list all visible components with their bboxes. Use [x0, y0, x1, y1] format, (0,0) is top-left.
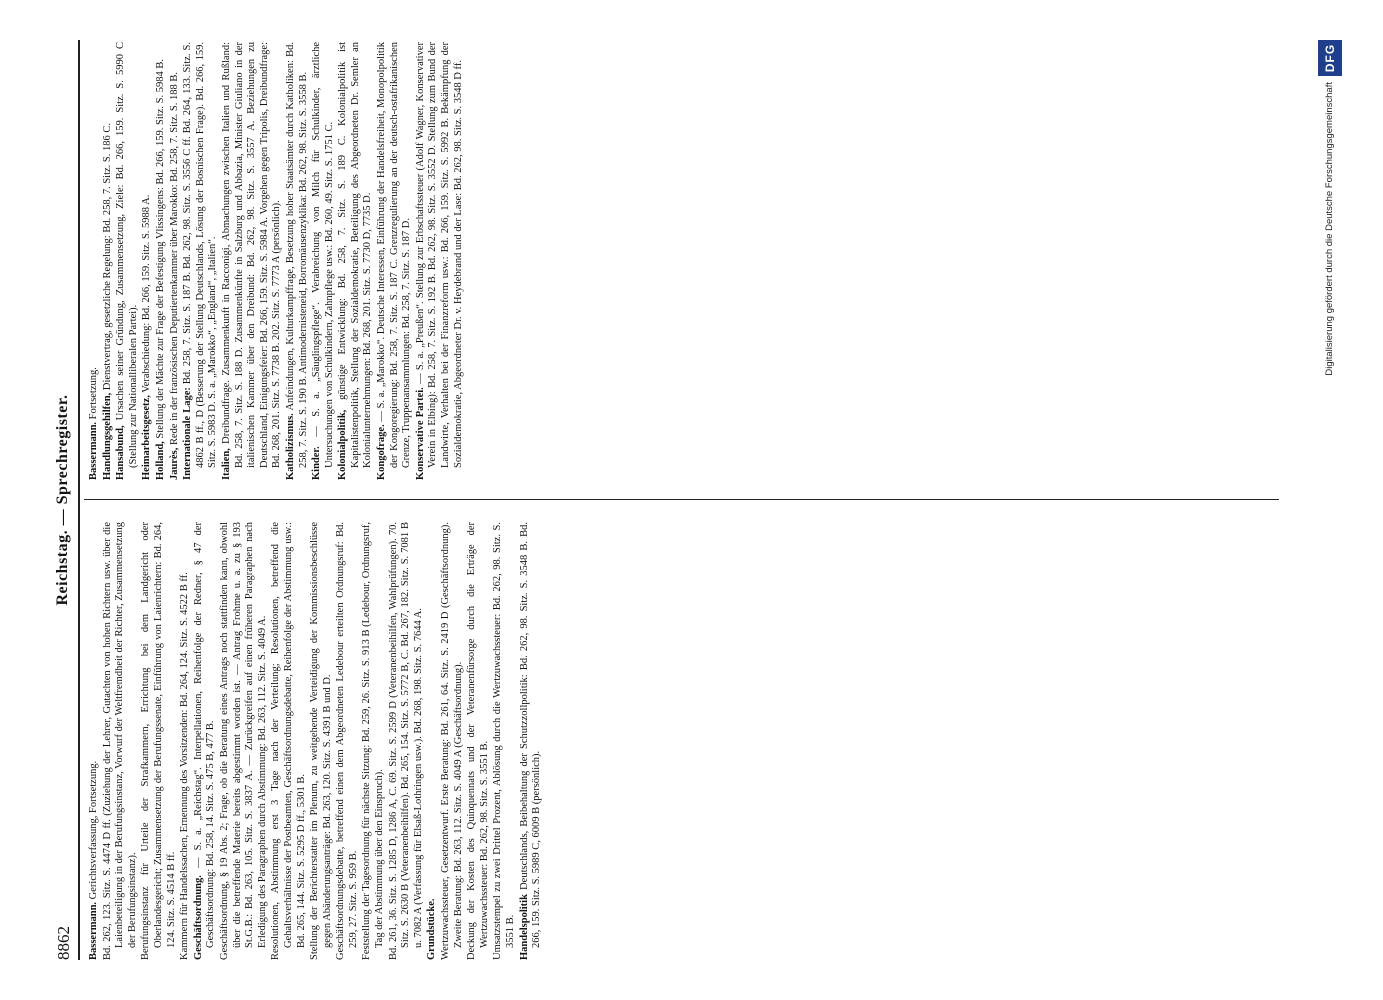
entry-heading: Kolonialpolitik, — [337, 409, 349, 480]
entry-text: Feststellung der Tagesordnung für nächste Sitzung: Bd. 259, 26. Sitz. S. 913 B (Ledebour, Ordnungsruf, Tag der Abstimmung über den Einspruch). — [361, 522, 386, 960]
dfg-logo: DFG — [1318, 40, 1342, 76]
header-rule — [78, 40, 80, 960]
entry-heading: Jaurès, — [168, 447, 180, 480]
entry-text: Geschäftsordnungsdebatte, betreffend einen dem Abgeordneten Ledebour erteilten Ordnungsruf: Bd. 259, 27. Sitz. S. 959 B. — [335, 522, 359, 960]
right-column — [88, 42, 466, 480]
entry-text: Rede in der französischen Deputiertenkammer über Marokko: Bd. 258, 7. Sitz. S. 188 B. — [168, 72, 180, 445]
entry-text: Dreibundfrage. Zusammenkunft in Racconigi, Abmachungen zwischen Italien und Rußland: Bd. 258, 7. Sitz. S. 188 D. Zusammenkünfte in Salzburg und Abbazia, Minister Giuliano in der italienischen Kammer über den Dreibund: Bd. 262, 98. Sitz. S. 3557 A. Beziehungen zu Deutschland, Einigungsfeier: Bd. 266, 159. Sitz. S. 5984 A. Vorgehen gegen Tripolis, Dreibundfrage: Bd. 268, 201. Sitz. S. 7738 B. 202. Sitz. S. 7773 A (persönlich). — [220, 42, 283, 468]
entry-text: Deutschlands, Beibehaltung der Schutzzollpolitik: Bd. 262, 98. Sitz. S. 3548 B. Bd. 266, 159. Sitz. S. 5989 C, 6009 B (persönlich). — [518, 522, 543, 948]
register-entry — [88, 42, 101, 480]
entry-text: Geschäftsordnung, § 19 Abs. 2; Frage, ob die Beratung eines Antrags noch stattfinden kann, obwohl über die betreffende Materie bereits abgestimmt worden ist. — Antrag Frohme u. a. zu § 193 St.G.B.: Bd. 263, 105. Sitz. S. 3837 A. — Zurückgreifen auf einen früheren Paragraphen nach Erledigung des Paragraphen durch Abstimmung: Bd. 263, 112. Sitz. S. 4049 A. — [218, 522, 268, 960]
entry-heading: Internationale Lage: — [182, 387, 194, 480]
entry-text: — S. a. „Säuglingspflege“. Verabreichung von Milch für Schulkinder, ärztliche Untersuchungen von Schulkindern, Zahnpflege usw.: Bd. 260, 49. Sitz. S. 1751 C. — [311, 41, 335, 468]
entry-text: Deckung der Kosten des Quinquennats und der Veteranenfürsorge durch die Erträge der Wertzuwachssteuer: Bd. 262, 98. Sitz. S. 3551 B. — [466, 522, 490, 960]
register-entry — [115, 42, 140, 480]
entry-heading: Geschäftsordnung. — [192, 875, 204, 960]
register-entry — [376, 42, 414, 480]
entry-heading: Handlungsgehilfen, — [101, 392, 113, 480]
running-head: Reichstag. — Sprechregister. — [54, 394, 71, 606]
entry-heading: Italien, — [220, 448, 232, 480]
register-entry — [415, 42, 465, 480]
entry-text: Umsatzstempel zu zwei Drittel Prozent, Ablösung durch die Wertzuwachssteuer: Bd. 262, 98. Sitz. S. 3551 B. — [492, 522, 516, 960]
register-entry — [270, 522, 308, 960]
entry-text: Anfeindungen, Kulturkampffrage, Besetzung hoher Staatsämter durch Katholiken: Bd. 258, 7. Sitz. S. 190 B. Antimodernisteneid, Borromäusenzyklika: Bd. 262, 98. Sitz. S. 3558 B. — [284, 42, 309, 468]
register-entry — [440, 522, 465, 960]
column-divider — [84, 499, 1279, 500]
register-entry — [337, 42, 375, 480]
register-entry — [309, 522, 334, 960]
register-entry — [88, 522, 101, 960]
entry-text: — S. a. „Marokko“. Deutsche Interessen, Einführung der Handelsfreiheit, Monopolpolitik der Kongoregierung: Bd. 258, 7. Sitz. S. 187 C. Grenzregulierung an der deutsch-ostafrikanischen Grenze, Truppenansammlungen: Bd. 258, 7. Sitz. S. 187 D. — [376, 42, 413, 468]
register-entry — [492, 522, 517, 960]
entry-text: — S. a. „Preußen“. Stellung zur Erbschaftssteuer (Adolf Wagner, Konservativer Verein in Elbing): Bd. 258, 7. Sitz. S. 192 B. Bd. 262, 98. Sitz. S. 3552 D. Stellung zum Bund der Landwirte, Verhalten bei der Finanzreform usw.: Bd. 266, 159. Sitz. S. 5992 B. Bekämpfung der Sozialdemokratie, Abgeordneter Dr. v. Heydebrand und der Lase: Bd. 262, 98. Sitz. S. 3548 D ff. — [414, 41, 464, 468]
register-entry — [179, 522, 192, 960]
entry-heading: Heimarbeitsgesetz, — [141, 395, 153, 480]
entry-heading: Bassermann. — [88, 421, 99, 480]
register-entry — [361, 522, 386, 960]
entry-heading: Bassermann. — [88, 901, 99, 960]
entry-heading: Grundstücke. — [426, 898, 438, 960]
entry-text: Berufungsinstanz für Urteile der Strafkammern, Errichtung bei dem Landgericht oder Oberlandesgericht; Zusammensetzung der Berufungssenate, Einführung von Laienrichtern: Bd. 264, 124. Sitz. S. 4514 B ff. — [140, 522, 177, 960]
entry-heading: Holland, — [154, 441, 166, 480]
entry-text: Bd. 262, 123. Sitz. S. 4474 D ff. (Zuziehung der Lehrer, Gutachten von hohen Richtern usw. über die Laienbeteiligung in der Berufungsinstanz, Vorwurf der Weltfremdheit der Richter, Zusammensetzung der Berufungsinstanz). — [101, 522, 138, 960]
entry-heading: Handelspolitik — [518, 894, 530, 960]
register-entry — [140, 522, 178, 960]
register-entry — [285, 42, 310, 480]
register-entry — [102, 42, 115, 480]
register-entry — [155, 42, 168, 480]
entry-text: Gerichtsverfassung, Fortsetzung. — [88, 760, 99, 900]
register-entry — [388, 522, 426, 960]
entry-heading: Katholizismus. — [284, 413, 296, 480]
register-entry — [182, 42, 220, 480]
entry-text: Fortsetzung. — [88, 367, 99, 420]
left-column — [88, 522, 545, 960]
entry-heading: Kongofrage. — [376, 424, 388, 480]
entry-text: Wertzuwachssteuer, Gesetzentwurf. Erste Beratung: Bd. 261, 64. Sitz. S. 2419 D (Geschäftsordnung). Zweite Beratung: Bd. 263, 112. Sitz. S. 4049 A (Geschäftsordnung). — [440, 522, 464, 960]
register-entry — [102, 522, 140, 960]
register-entry — [466, 522, 491, 960]
register-entry — [219, 522, 269, 960]
entry-text: Dienstvertrag, gesetzliche Regelung: Bd. 258, 7. Sitz. S. 186 C. — [101, 123, 113, 391]
page-header — [48, 40, 88, 960]
entry-text: Kammern für Handelssachen, Ernennung des Vorsitzenden: Bd. 264, 124. Sitz. S. 4522 B ff. — [179, 572, 191, 960]
entry-text: Verabschiedung: Bd. 266, 159. Sitz. S. 5988 A. — [141, 194, 153, 393]
entry-heading: Konservative Partei. — [414, 387, 426, 480]
page-number: 8862 — [54, 926, 73, 960]
register-entry — [426, 522, 439, 960]
register-entry — [335, 522, 360, 960]
register-entry — [221, 42, 284, 480]
entry-text: Bd. 261, 36. Sitz. S. 1285 D, 1286 A, C. 69. Sitz. S. 2599 D (Veteranenbeihilfen, Wahlprüfungen). 70. Sitz. S. 2630 B (Veteranenbeihilfen). Bd. 265, 154. Sitz. S. 5772 B, C. Bd. 267, 182. Sitz. S. 7081 B u. 7082 A (Verfassung für Elsaß-Lothringen usw.). Bd. 268, 198. Sitz. S. 7644 A. — [387, 522, 424, 960]
entry-text: Stellung der Mächte zur Frage der Befestigung Vlissingens: Bd. 266, 159. Sitz. S. 5984 B. — [154, 59, 166, 439]
register-entry — [519, 522, 544, 960]
register-entry — [311, 42, 336, 480]
entry-text: günstige Entwicklung: Bd. 258, 7. Sitz. S. 189 C. Kolonialpolitik ist Kapitalistenpolitik, Stellung der Sozialdemokratie, Beteiligung des Abgeordneten Dr. Semler an Kolonialunternehmungen: Bd. 268, 201. Sitz. S. 7730 D, 7735 D. — [337, 42, 374, 468]
entry-text: Resolutionen, Abstimmung erst 3 Tage nach der Verteilung; Resolutionen, betreffend die Gehaltsverhältnisse der Postbeamten, Geschäftsordnungsdebatte, Reihenfolge der Abstimmung usw.: Bd. 265, 144. Sitz. S. 5295 D ff., 5301 B. — [270, 522, 307, 960]
entry-text: Stellung der Berichterstatter im Plenum, zu weitgehende Verteidigung der Kommissionsbeschlüsse gegen Abänderungsanträge: Bd. 263, 120. Sitz. S. 4391 B und D. — [309, 522, 333, 960]
entry-heading: Kinder. — [311, 446, 323, 480]
register-entry — [169, 42, 182, 480]
entry-text: — S. a. „Reichstag“. Interpellationen, Reihenfolge der Redner, § 47 der Geschäftsordnung: Bd. 258, 14. Sitz. S. 475 B, 477 B. — [192, 522, 217, 948]
entry-text: Ursachen seiner Gründung, Zusammensetzung, Ziele: Bd. 266, 159. Sitz. S. 5990 C (Stellung zur Nationalliberalen Partei). — [115, 41, 139, 468]
digitization-note: Digitalisierung gefördert durch die Deutsche Forschungsgemeinschaft — [1324, 82, 1335, 376]
entry-text: Bd. 258, 7. Sitz. S. 187 B. Bd. 262, 98. Sitz. S. 3556 C ff. Bd. 264, 133. Sitz. S. 4862 B ff., D (Besserung der Stellung Deutschlands, Lösung der Bosnischen Frage). Bd. 266, 159. Sitz. S. 5983 D. S. a. „Marokko“, „England“, „Italien“. — [182, 41, 219, 468]
digitization-footer — [1318, 40, 1346, 940]
entry-heading: Hansabund, — [115, 425, 127, 480]
register-entry — [141, 42, 154, 480]
register-entry — [193, 522, 218, 960]
